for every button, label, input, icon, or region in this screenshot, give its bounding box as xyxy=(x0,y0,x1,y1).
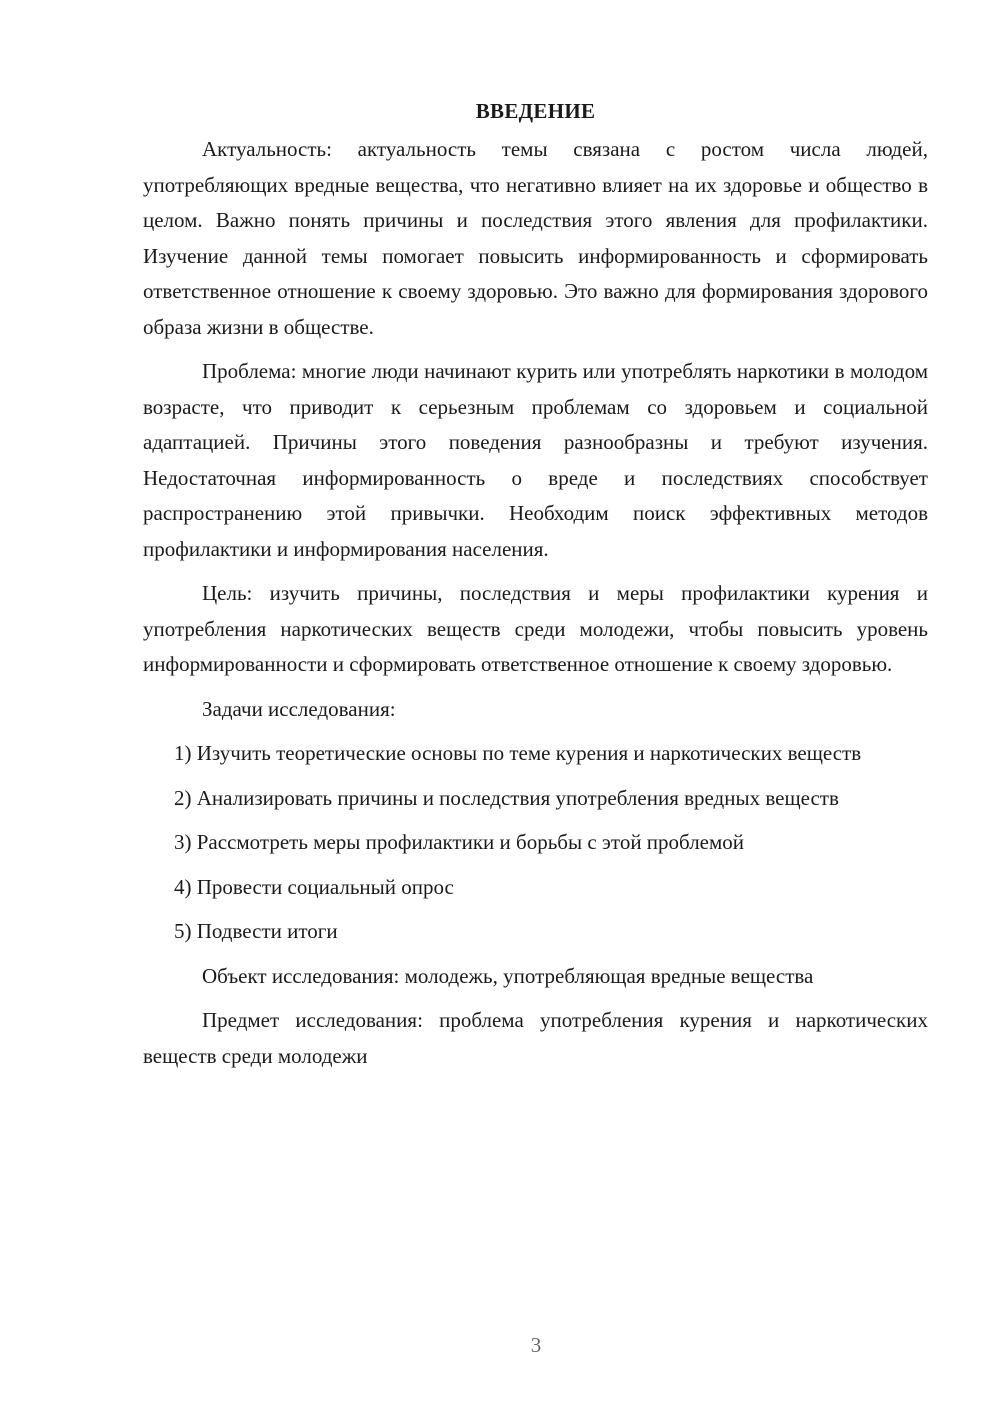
goal-paragraph: Цель: изучить причины, последствия и меры профилактики курения и употребления наркотических веществ среди молодежи, чтобы повысить уровень информированности и сформировать ответственное отношение к своему здоровью. xyxy=(143,581,928,676)
research-object: Объект исследования: молодежь, употребляющая вредные вещества xyxy=(202,963,814,988)
task-item: 5) Подвести итоги xyxy=(174,919,338,943)
page-number: 3 xyxy=(530,1333,542,1357)
task-item: 4) Провести социальный опрос xyxy=(174,874,454,899)
task-item: 1) Изучить теоретические основы по теме курения и наркотических веществ xyxy=(174,741,862,765)
problem-paragraph: Проблема: многие люди начинают курить или употреблять наркотики в молодом возрасте, что приводит к серьезным проблемам со здоровьем и социальной адаптацией. Причины этого поведения разнообразны и требуют изучения. Недостаточная информированность о вреде и последствиях способствует распространению этой привычки. Необходим поиск эффективных методов профилактики и информирования населения. xyxy=(143,359,928,561)
task-item: 2) Анализировать причины и последствия употребления вредных веществ xyxy=(174,785,839,810)
relevance-paragraph: Актуальность: актуальность темы связана с ростом числа людей, употребляющих вредные вещества, что негативно влияет на их здоровье и общество в целом. Важно понять причины и последствия этого явления для профилактики. Изучение данной темы помогает повысить информированность и сформировать ответственное отношение к своему здоровью. Это важно для формирования здорового образа жизни в обществе. xyxy=(143,137,928,339)
tasks-heading: Задачи исследования: xyxy=(202,696,396,721)
section-title: ВВЕДЕНИЕ xyxy=(475,99,596,123)
research-subject: Предмет исследования: проблема употребления курения и наркотических веществ среди молодежи xyxy=(143,1008,928,1068)
document-page xyxy=(143,96,928,1083)
task-item: 3) Рассмотреть меры профилактики и борьбы с этой проблемой xyxy=(174,830,745,854)
